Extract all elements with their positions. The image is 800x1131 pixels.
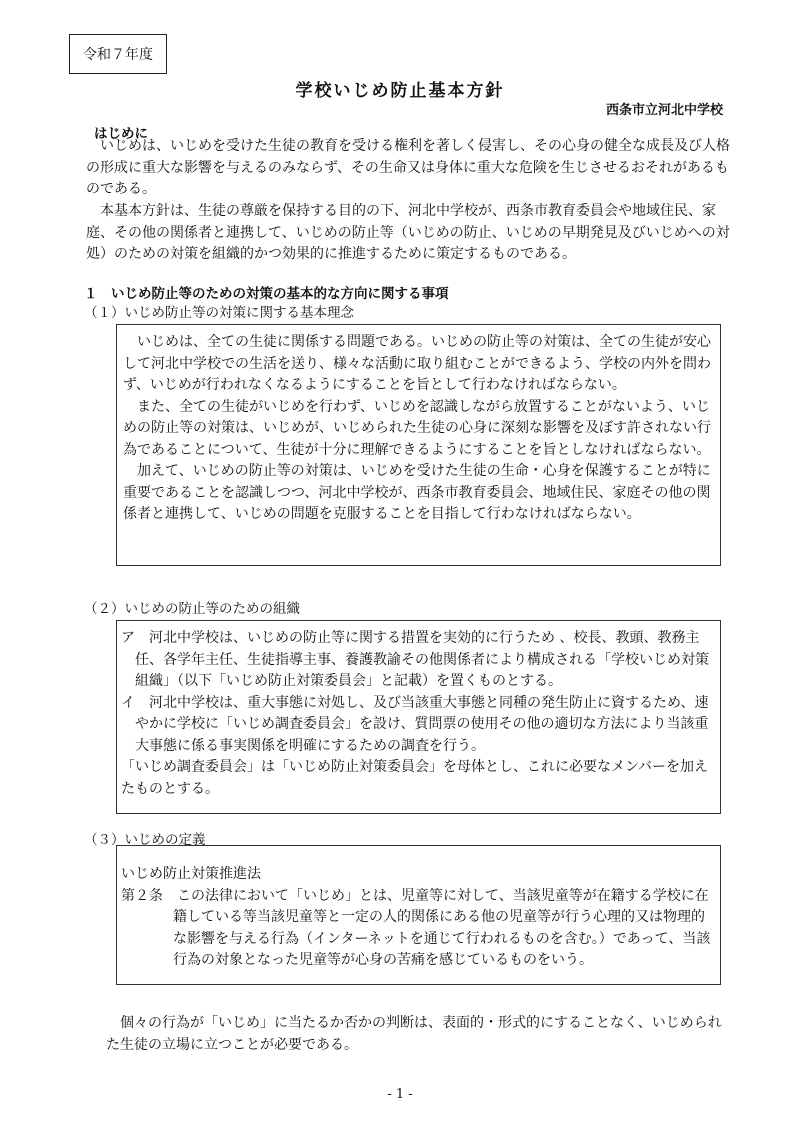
definition-closing: 個々の行為が「いじめ」に当たるか否かの判断は、表面的・形式的にすることなく、いじめられた生徒の立場に立つことが必要である。 (106, 1015, 722, 1053)
document-title: 学校いじめ防止基本方針 (295, 81, 505, 101)
basic-philosophy-box (116, 324, 721, 566)
organization-item-a: ア 河北中学校は、いじめの防止等に関する措置を実効的に行うため 、校長、教頭、教務主任、各学年主任、生徒指導主事、養護教諭その他関係者により構成される「学校いじめ対策組織」（以下「いじめ防止対策委員会」と記載）を置くものとする。 (121, 630, 709, 689)
philosophy-paragraph-1: いじめは、全ての生徒に関係する問題である。いじめの防止等の対策は、全ての生徒が安心して河北中学校での生活を送り、様々な活動に取り組むことができるよう、学校の内外を問わず、いじめが行われなくなるようにすることを旨として行わなければならない。 (123, 334, 711, 393)
section1-sub3-heading: （３）いじめの定義 (84, 832, 206, 848)
section1-heading: １ いじめ防止等のための対策の基本的な方向に関する事項 (84, 286, 449, 302)
intro-paragraph-2: 本基本方針は、生徒の尊厳を保持する目的の下、河北中学校が、西条市教育委員会や地域住民、家庭、その他の関係者と連携して、いじめの防止等（いじめの防止、いじめの早期発見及びいじめへの対処）のための対策を組織的かつ効果的に推進するために策定するものである。 (86, 203, 730, 262)
page-number: - 1 - (387, 1087, 413, 1102)
intro-paragraph-1: いじめは、いじめを受けた生徒の教育を受ける権利を著しく侵害し、その心身の健全な成長及び人格の形成に重大な影響を与えるのみならず、その生命又は身体に重大な危険を生じさせるおそれがあるものである。 (86, 138, 730, 197)
law-title: いじめ防止対策推進法 (121, 866, 261, 882)
school-name: 西条市立河北中学校 (605, 103, 723, 118)
philosophy-paragraph-3: 加えて、いじめの防止等の対策は、いじめを受けた生徒の生命・心身を保護することが特に重要であることを認識しつつ、河北中学校が、西条市教育委員会、地域住民、家庭その他の関係者と連携して、いじめの問題を克服することを目指して行わなければならない。 (123, 463, 711, 522)
definition-box (116, 845, 721, 985)
intro-heading: はじめに (94, 126, 148, 142)
organization-item-i: イ 河北中学校は、重大事態に対処し、及び当該重大事態と同種の発生防止に資するため、速やかに学校に「いじめ調査委員会」を設け、質問票の使用その他の適切な方法により当該重大事態に係る事実関係を明確にするための調査を行う。 (121, 694, 709, 754)
organization-box (116, 620, 721, 814)
philosophy-paragraph-2: また、全ての生徒がいじめを行わず、いじめを認識しながら放置することがないよう、いじめの防止等の対策は、いじめが、いじめられた生徒の心身に深刻な影響を及ぼす許されない行為であることについて、生徒が十分に理解できるようにすることを旨としなければならない。 (123, 398, 711, 458)
section1-sub1-heading: （１）いじめ防止等の対策に関する基本理念 (84, 305, 354, 321)
organization-note: 「いじめ調査委員会」は「いじめ防止対策委員会」を母体とし、これに必要なメンバーを加えたものとする。 (121, 759, 709, 797)
section1-sub2-heading: （２）いじめの防止等のための組織 (84, 601, 300, 617)
fiscal-year-label: 令和７年度 (69, 34, 167, 74)
article-2-text: 第２条 この法律において「いじめ」とは、児童等に対して、当該児童等が在籍する学校に在籍している等当該児童等と一定の人的関係にある他の児童等が行う心理的又は物理的な影響を与える行為（インターネットを通じて行われるものを含む。）であって、当該行為の対象となった児童等が心身の苦痛を感じているものをいう。 (121, 887, 711, 968)
